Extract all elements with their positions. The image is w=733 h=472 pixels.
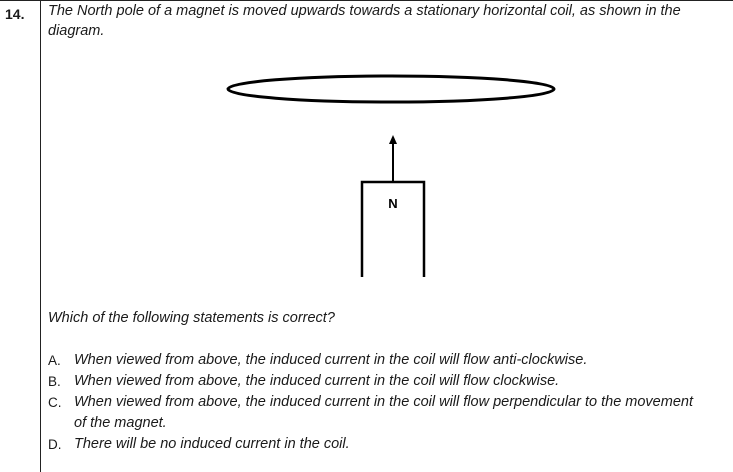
option-letter: B. [48, 374, 61, 389]
option-text: When viewed from above, the induced current in the coil will flow perpendicular to the movement of the magnet. [74, 394, 693, 431]
option-letter: D. [48, 437, 62, 452]
option-text: There will be no induced current in the coil. [74, 436, 350, 452]
option-b[interactable] [48, 371, 708, 392]
column-divider [40, 0, 41, 472]
option-d[interactable] [48, 434, 708, 455]
option-letter: A. [48, 353, 61, 368]
answer-options [48, 350, 708, 455]
option-letter: C. [48, 395, 62, 410]
option-c[interactable] [48, 392, 708, 434]
coil-magnet-diagram [215, 60, 575, 290]
magnet-north-label: N [388, 196, 398, 211]
coil-ellipse [228, 76, 554, 102]
option-a[interactable] [48, 350, 708, 371]
question-number: 14. [5, 6, 25, 22]
option-text: When viewed from above, the induced current in the coil will flow anti-clockwise. [74, 352, 588, 368]
option-text: When viewed from above, the induced current in the coil will flow clockwise. [74, 373, 560, 389]
motion-arrow-head [389, 135, 397, 144]
question-prompt: Which of the following statements is correct? [48, 310, 335, 326]
question-stem: The North pole of a magnet is moved upwards towards a stationary horizontal coil, as shown in the diagram. [48, 3, 681, 39]
